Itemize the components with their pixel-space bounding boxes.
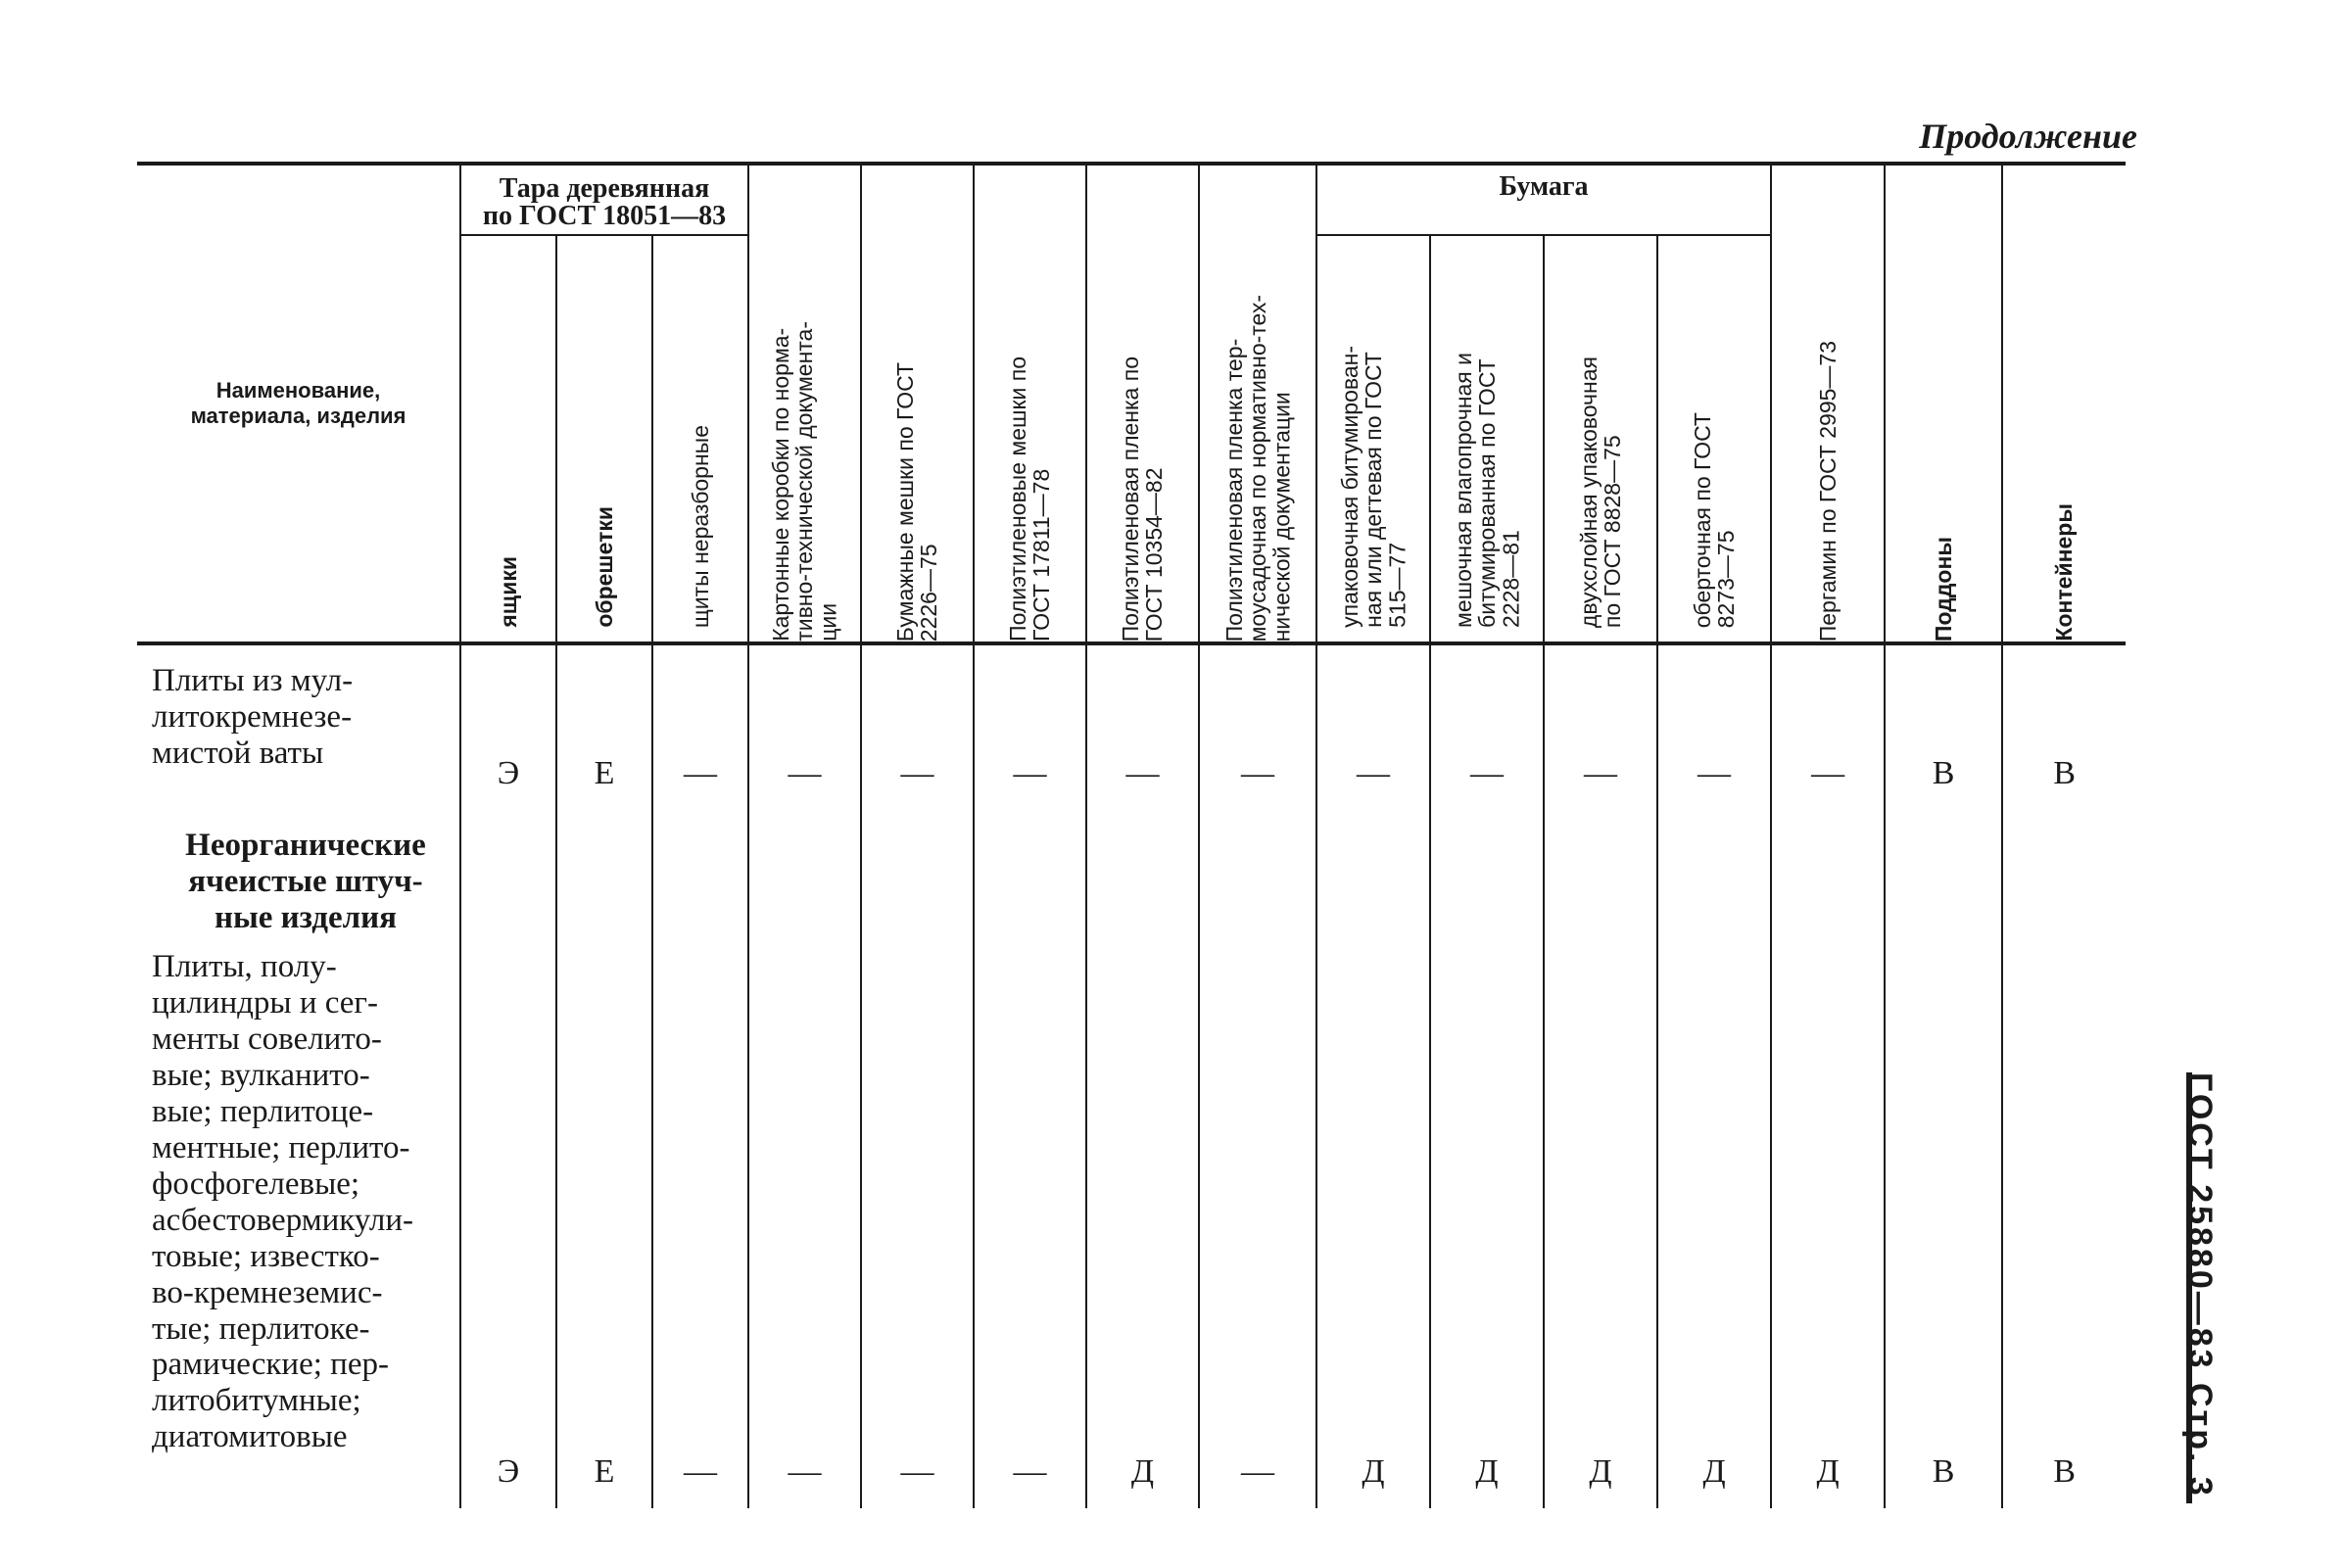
table-cell: —: [1086, 643, 1199, 812]
table-cell: Е: [556, 643, 652, 812]
table-cell: —: [1199, 643, 1316, 812]
table-cell: —: [748, 643, 861, 812]
table-cell: [2002, 812, 2126, 937]
table-cell: Е: [556, 937, 652, 1508]
table-cell: В: [1885, 643, 2002, 812]
row-name: Плиты из мул- литокремнезе- мистой ваты: [137, 643, 460, 812]
header-paper-group: Бумага: [1316, 164, 1771, 235]
table-cell: [1199, 812, 1316, 937]
table-cell: —: [652, 937, 748, 1508]
table-cell: Д: [1657, 937, 1771, 1508]
table-cell: [1771, 812, 1885, 937]
table-cell: В: [1885, 937, 2002, 1508]
table-cell: —: [1657, 643, 1771, 812]
table-row: [137, 643, 2126, 812]
header-paper-wrapping: оберточная по ГОСТ 8273—75: [1657, 235, 1771, 643]
row-name: Плиты, полу- цилиндры и сег- менты совелито- вые; вулканито- вые; перлитоце- ментные; перлито- фосфогелевые; асбестовермикули- товые; известко- во-кремнеземис- тые; перлитоке- рамические; пер- литобитумные; диатомитовые: [137, 937, 460, 1508]
header-paper-sack: мешочная влагопрочная и битумированная по ГОСТ 2228—81: [1430, 235, 1544, 643]
packaging-table: [137, 162, 2126, 1508]
header-paper-bags: Бумажные мешки по ГОСТ 2226—75: [861, 164, 974, 643]
header-pallets: Поддоны: [1885, 164, 2002, 643]
table-cell: Д: [1086, 937, 1199, 1508]
table-cell: Д: [1430, 937, 1544, 1508]
table-cell: [1544, 812, 1657, 937]
table-cell: Д: [1771, 937, 1885, 1508]
table-cell: —: [861, 643, 974, 812]
table-cell: [748, 812, 861, 937]
header-containers: Контейнеры: [2002, 164, 2126, 643]
table-cell: [1885, 812, 2002, 937]
table-cell: —: [748, 937, 861, 1508]
table-cell: [1086, 812, 1199, 937]
table-row: [137, 937, 2126, 1508]
table-cell: Д: [1316, 937, 1430, 1508]
header-pe-bags: Полиэтиленовые мешки по ГОСТ 17811—78: [974, 164, 1086, 643]
table-cell: —: [1544, 643, 1657, 812]
table-cell: [974, 812, 1086, 937]
table-cell: [1316, 812, 1430, 937]
table-cell: —: [1771, 643, 1885, 812]
table-cell: [652, 812, 748, 937]
header-pe-film: Полиэтиленовая пленка по ГОСТ 10354—82: [1086, 164, 1199, 643]
table-cell: —: [974, 643, 1086, 812]
table-cell: —: [1316, 643, 1430, 812]
header-pergamin: Пергамин по ГОСТ 2995—73: [1771, 164, 1885, 643]
table-cell: [1657, 812, 1771, 937]
side-caption-text: ГОСТ 25880—83 Стр. 3: [2181, 1072, 2219, 1498]
header-paper-twolayer: двухслойная упаковочная по ГОСТ 8828—75: [1544, 235, 1657, 643]
table-cell: Э: [460, 937, 556, 1508]
header-tara-crates: обрешетки: [556, 235, 652, 643]
header-tara-boxes: ящики: [460, 235, 556, 643]
section-heading: Неорганические ячеистые штуч- ные изделия: [137, 812, 460, 937]
table-cell: В: [2002, 643, 2126, 812]
table-cell: [1430, 812, 1544, 937]
table-cell: В: [2002, 937, 2126, 1508]
header-paper-bitumen: упаковочная битумирован- ная или дегтевая по ГОСТ 515—77: [1316, 235, 1430, 643]
table-cell: —: [1199, 937, 1316, 1508]
table-cell: —: [1430, 643, 1544, 812]
header-cardboard: Картонные коробки по норма- тивно-технической документа- ции: [748, 164, 861, 643]
table-cell: —: [974, 937, 1086, 1508]
header-pe-shrink: Полиэтиленовая пленка тер- моусадочная по нормативно-тех- нической документации: [1199, 164, 1316, 643]
header-tara-group: Тара деревянная по ГОСТ 18051—83: [460, 164, 748, 235]
table-cell: [861, 812, 974, 937]
table-row: [137, 812, 2126, 937]
table-cell: —: [652, 643, 748, 812]
table-cell: [460, 812, 556, 937]
table-cell: Э: [460, 643, 556, 812]
header-tara-shields: щиты неразборные: [652, 235, 748, 643]
table-cell: Д: [1544, 937, 1657, 1508]
side-caption: [2175, 1072, 2263, 1503]
table-cell: [556, 812, 652, 937]
continuation-label: Продолжение: [1919, 117, 2137, 156]
table-cell: —: [861, 937, 974, 1508]
header-name: Наименование, материала, изделия: [137, 164, 460, 643]
